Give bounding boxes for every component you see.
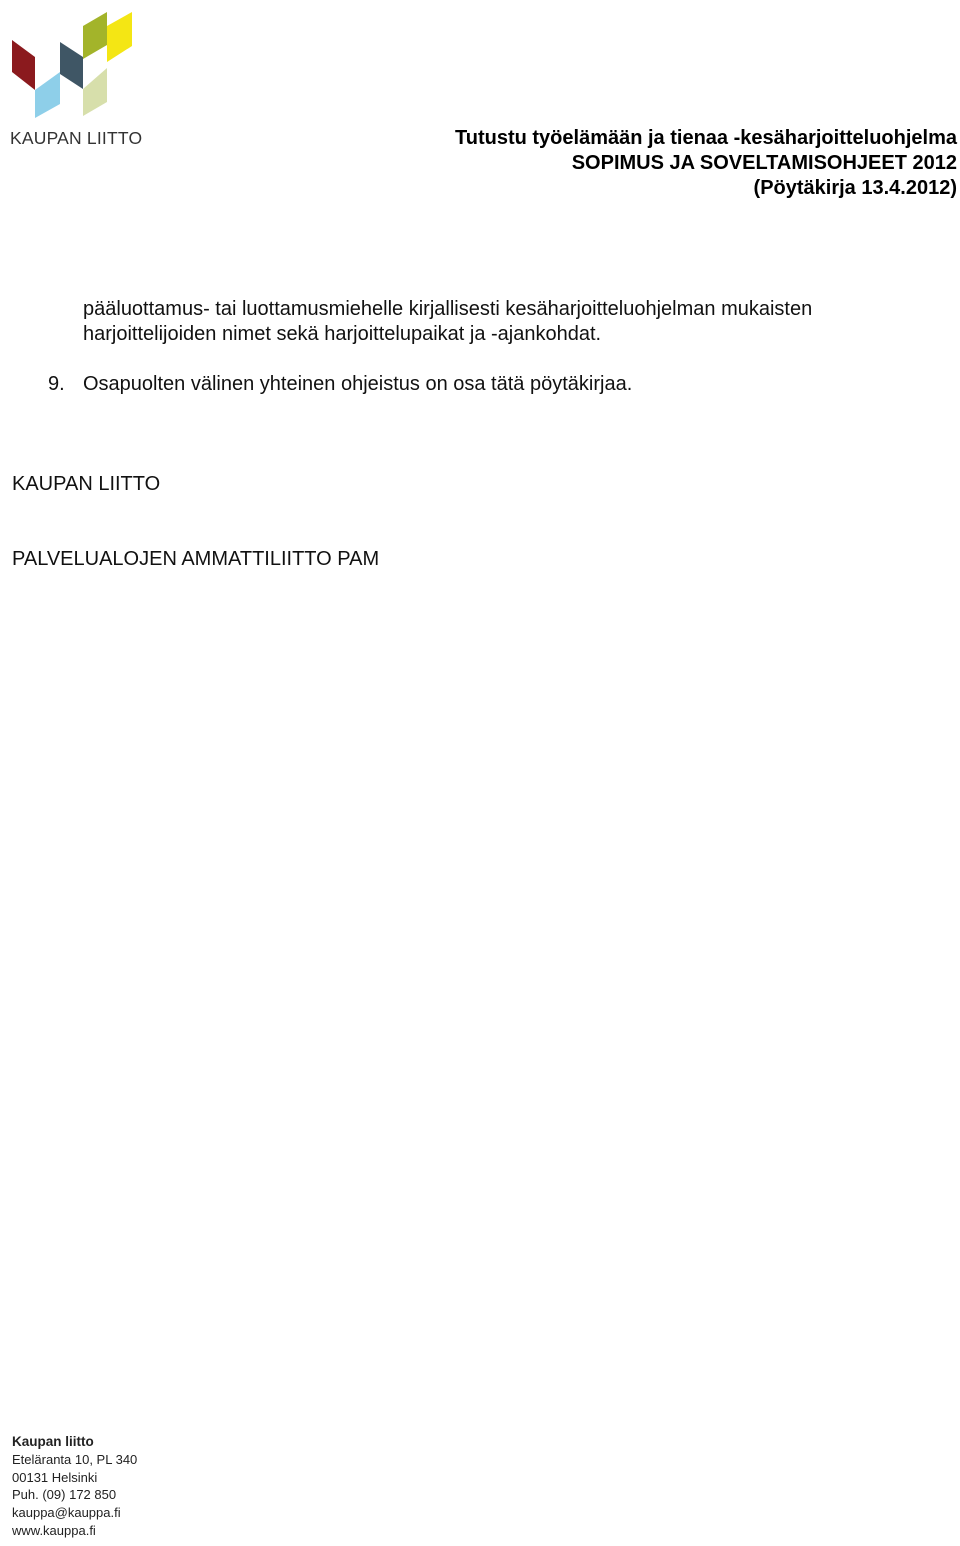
item-number: 9. bbox=[48, 373, 65, 395]
header-protocol-date: (Pöytäkirja 13.4.2012) bbox=[753, 177, 957, 199]
header-title: Tutustu työelämään ja tienaa -kesäharjoitteluohjelma bbox=[455, 127, 957, 149]
numbered-item-9 bbox=[48, 372, 632, 397]
logo-wordmark: KAUPAN LIITTO bbox=[10, 128, 143, 148]
item-text: Osapuolten välinen yhteinen ohjeistus on osa tätä pöytäkirjaa. bbox=[83, 373, 633, 395]
kaupan-liitto-logo bbox=[10, 12, 143, 152]
logo-dark-red-shape bbox=[12, 40, 35, 90]
header-subtitle: SOPIMUS JA SOVELTAMISOHJEET 2012 bbox=[571, 152, 957, 174]
footer-address: Eteläranta 10, PL 340 bbox=[12, 1451, 138, 1467]
logo-slate-shape bbox=[60, 42, 83, 89]
footer-website: www.kauppa.fi bbox=[12, 1522, 96, 1538]
footer-postal: 00131 Helsinki bbox=[12, 1469, 98, 1485]
logo-light-blue-shape bbox=[35, 72, 60, 118]
signatory-pam: PALVELUALOJEN AMMATTILIITTO PAM bbox=[12, 548, 380, 570]
footer-org-name: Kaupan liitto bbox=[12, 1434, 94, 1449]
signatory-kaupan-liitto: KAUPAN LIITTO bbox=[12, 473, 161, 495]
continued-paragraph bbox=[83, 297, 933, 347]
paragraph-line: pääluottamus- tai luottamusmiehelle kirjallisesti kesäharjoitteluohjelman mukaisten bbox=[83, 298, 813, 320]
footer-email: kauppa@kauppa.fi bbox=[12, 1505, 121, 1521]
logo-mark-icon bbox=[10, 12, 135, 124]
logo-yellow-shape bbox=[107, 12, 132, 62]
logo-olive-shape bbox=[83, 12, 107, 59]
logo-pale-green-shape bbox=[83, 68, 107, 116]
footer-phone: Puh. (09) 172 850 bbox=[12, 1487, 117, 1503]
paragraph-line: harjoittelijoiden nimet sekä harjoittelupaikat ja -ajankohdat. bbox=[83, 323, 602, 345]
document-header bbox=[455, 126, 957, 201]
footer-contact-block bbox=[12, 1433, 137, 1540]
